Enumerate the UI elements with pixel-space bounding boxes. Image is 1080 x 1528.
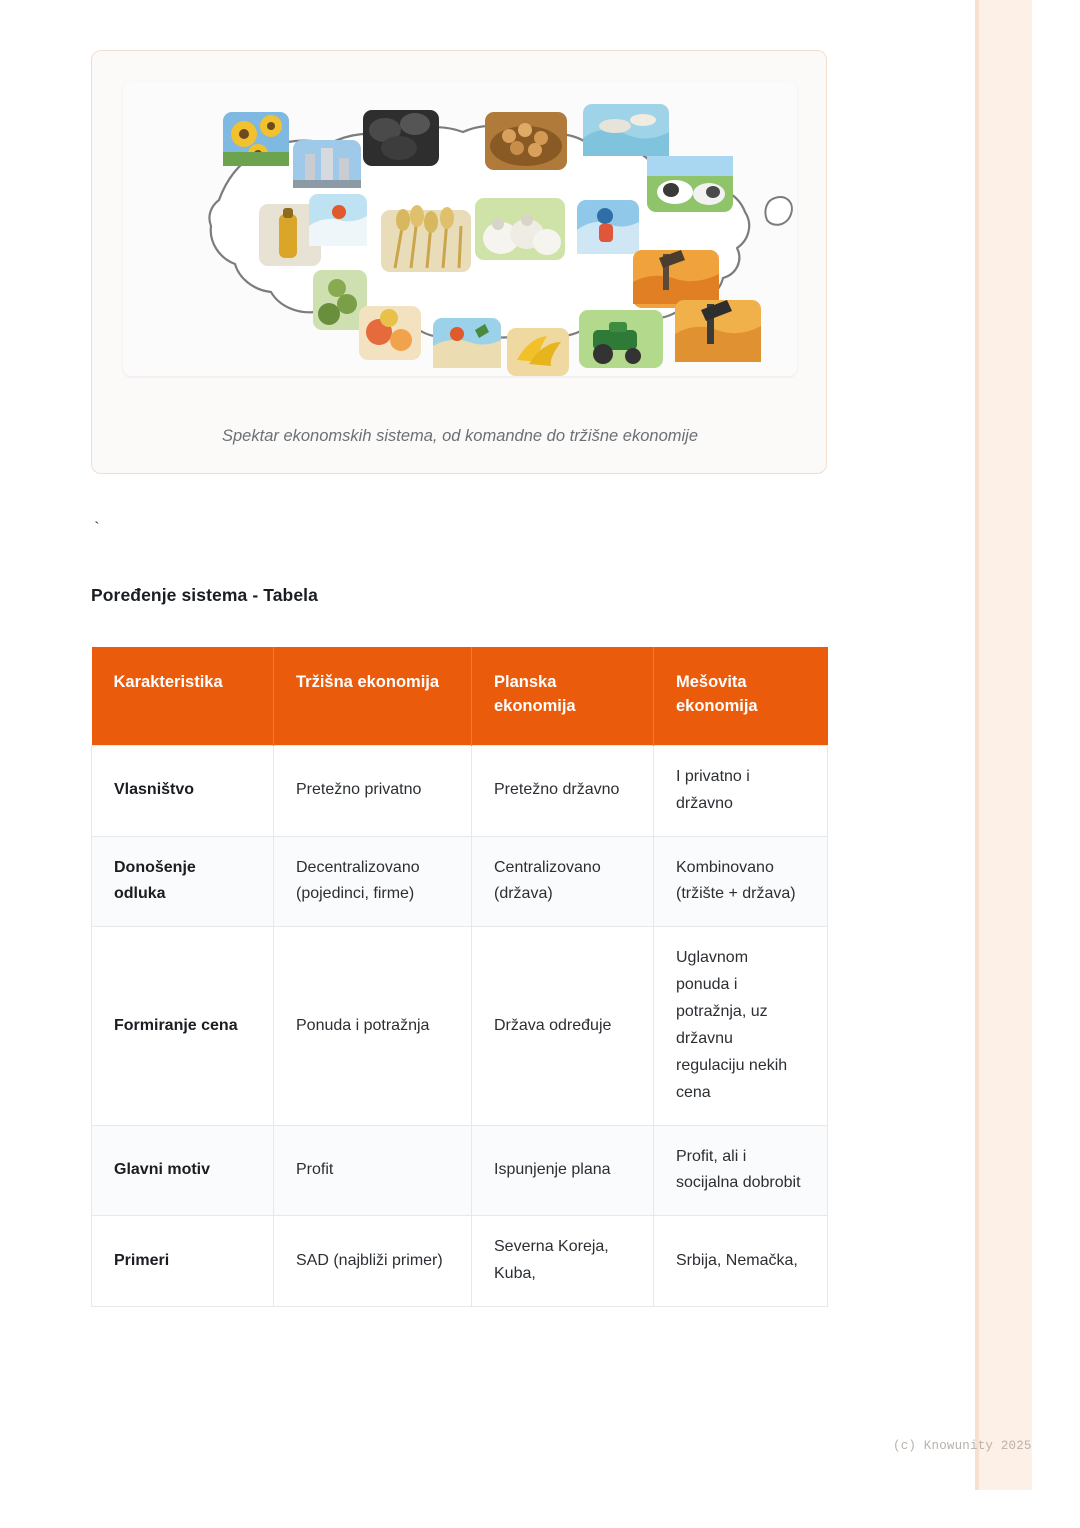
table-row bbox=[92, 927, 828, 1125]
stray-backtick-text: ` bbox=[92, 520, 102, 538]
column-header-planned-economy: Planska ekonomija bbox=[472, 647, 654, 745]
table-header-row bbox=[92, 647, 828, 745]
cell-market: Profit bbox=[274, 1125, 472, 1216]
column-header-characteristic: Karakteristika bbox=[92, 647, 274, 745]
section-heading: Poređenje sistema - Tabela bbox=[91, 585, 318, 605]
cell-market: Pretežno privatno bbox=[274, 745, 472, 836]
cell-planned: Severna Koreja, Kuba, bbox=[472, 1216, 654, 1307]
row-label: Primeri bbox=[92, 1216, 274, 1307]
page-side-strip bbox=[975, 0, 1032, 1490]
cell-planned: Pretežno državno bbox=[472, 745, 654, 836]
figure-caption: Spektar ekonomskih sistema, od komandne do tržišne ekonomije bbox=[222, 427, 698, 445]
table-body bbox=[92, 745, 828, 1306]
table-header bbox=[92, 647, 828, 745]
figure-image-frame bbox=[123, 82, 797, 445]
cell-planned: Ispunjenje plana bbox=[472, 1125, 654, 1216]
cell-market: SAD (najbliži primer) bbox=[274, 1216, 472, 1307]
cell-mixed: I privatno i državno bbox=[654, 745, 828, 836]
table-row bbox=[92, 745, 828, 836]
row-label: Formiranje cena bbox=[92, 927, 274, 1125]
row-label: Glavni motiv bbox=[92, 1125, 274, 1216]
cell-planned: Država određuje bbox=[472, 927, 654, 1125]
cell-market: Decentralizovano (pojedinci, firme) bbox=[274, 836, 472, 927]
comparison-table bbox=[91, 647, 828, 1307]
cell-mixed: Kombinovano (tržište + država) bbox=[654, 836, 828, 927]
cell-mixed: Uglavnom ponuda i potražnja, uz državnu regulaciju nekih cena bbox=[654, 927, 828, 1125]
cell-planned: Centralizovano (država) bbox=[472, 836, 654, 927]
cell-mixed: Srbija, Nemačka, bbox=[654, 1216, 828, 1307]
table-row bbox=[92, 836, 828, 927]
column-header-mixed-economy: Mešovita ekonomija bbox=[654, 647, 828, 745]
cell-mixed: Profit, ali i socijalna dobrobit bbox=[654, 1125, 828, 1216]
map-collage-illustration bbox=[123, 82, 797, 376]
row-label: Vlasništvo bbox=[92, 745, 274, 836]
table-row bbox=[92, 1216, 828, 1307]
row-label: Donošenje odluka bbox=[92, 836, 274, 927]
figure-card bbox=[91, 50, 827, 474]
column-header-market-economy: Tržišna ekonomija bbox=[274, 647, 472, 745]
page-side-strip-edge bbox=[975, 0, 979, 1490]
table-row bbox=[92, 1125, 828, 1216]
copyright-watermark: (c) Knowunity 2025 bbox=[893, 1439, 1032, 1453]
cell-market: Ponuda i potražnja bbox=[274, 927, 472, 1125]
